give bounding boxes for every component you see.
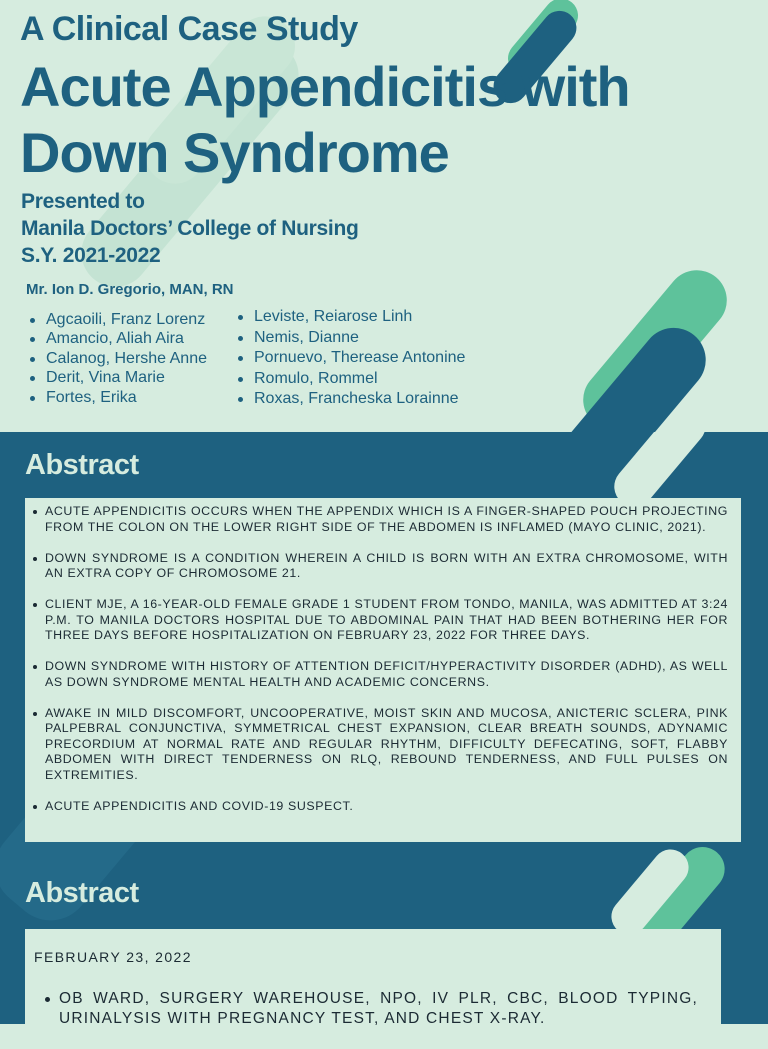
member-item: Agcaoili, Franz Lorenz [26,310,207,330]
abstract-list [25,498,741,814]
member-item: Romulo, Rommel [234,369,465,389]
abstract-item: AWAKE IN MILD DISCOMFORT, UNCOOPERATIVE, MOIST SKIN AND MUCOSA, ANICTERIC SCLERA, PINK PALPEBRAL CONJUNCTIVA, SYMMETRICAL CHEST EXPANSION, CLEAR BREATH SOUNDS, ADYNAMIC PRECORDIUM AT NORMAL RATE AND REGULAR RHYTHM, DIFFICULTY DEFECATING, SOFT, FLABBY ABDOMEN WITH DIRECT TENDERNESS ON RLQ, REBOUND TENDERNESS, AND FULL PULSES ON EXTREMITIES. [45,705,728,782]
presented-line: Presented to [21,190,145,213]
member-item: Derit, Vina Marie [26,368,207,388]
abstract-item: DOWN SYNDROME WITH HISTORY OF ATTENTION DEFICIT/HYPERACTIVITY DISORDER (ADHD), AS WELL AS DOWN SYNDROME MENTAL HEALTH AND ACADEMIC CONCERNS. [45,659,728,689]
abstract-item: ACUTE APPENDICITIS OCCURS WHEN THE APPENDIX WHICH IS A FINGER-SHAPED POUCH PROJECTING FROM THE COLON ON THE LOWER RIGHT SIDE OF THE ABDOMEN IS INFLAMED (MAYO CLINIC, 2021). [45,504,728,534]
abstract-item: ACUTE APPENDICITIS AND COVID-19 SUSPECT. [45,799,728,815]
members-list-column-2 [234,307,465,410]
presented-line: Manila Doctors’ College of Nursing [21,217,359,240]
member-item: Fortes, Erika [26,388,207,408]
member-item: Amancio, Aliah Aira [26,329,207,349]
title-section [0,0,768,432]
members-list-column-1 [26,310,207,407]
abstract-item: DOWN SYNDROME IS A CONDITION WHEREIN A CHILD IS BORN WITH AN EXTRA CHROMOSOME, WITH AN EXTRA COPY OF CHROMOSOME 21. [45,550,728,580]
presented-block [21,188,359,269]
member-item: Pornuevo, Therease Antonine [234,348,465,368]
page-title: Acute Appendicitis with Down Syndrome [20,55,630,184]
abstract-list-2 [59,989,698,1029]
abstract-heading: Abstract [25,449,139,481]
abstract-item: CLIENT MJE, A 16-YEAR-OLD FEMALE GRADE 1 STUDENT FROM TONDO, MANILA, WAS ADMITTED AT 3:24 P.M. TO MANILA DOCTORS HOSPITAL DUE TO ABDOMINAL PAIN THAT HAD BEEN BOTHERING HER FOR THREE DAYS BEFORE HOSPITALIZATION ON FEBRUARY 23, 2022 FOR THREE DAYS. [45,597,728,642]
member-item: Nemis, Dianne [234,328,465,348]
member-item: Roxas, Francheska Lorainne [234,389,465,409]
abstract-date: FEBRUARY 23, 2022 [34,949,192,965]
case-study-subtitle: A Clinical Case Study [20,10,358,48]
abstract-item: OB WARD, SURGERY WAREHOUSE, NPO, IV PLR, CBC, BLOOD TYPING, URINALYSIS WITH PREGNANCY TEST, AND CHEST X-RAY. [59,990,698,1027]
abstract-heading-2: Abstract [25,877,139,909]
abstract-box-2 [25,929,721,1049]
adviser-name: Mr. Ion D. Gregorio, MAN, RN [26,281,234,298]
abstract-box [25,498,741,842]
member-item: Calanog, Hershe Anne [26,349,207,369]
presented-line: S.Y. 2021-2022 [21,244,161,267]
member-item: Leviste, Reiarose Linh [234,307,465,327]
